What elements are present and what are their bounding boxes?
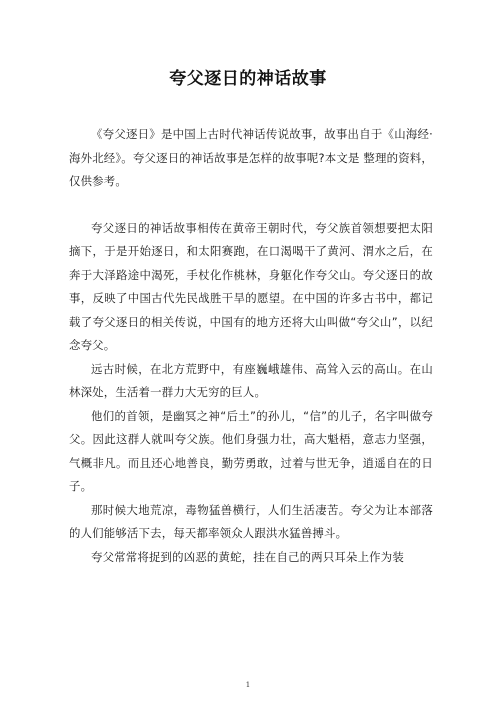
page-number: 1 <box>245 681 251 689</box>
paragraph: 他们的首领，是幽冥之神“后土”的孙儿，“信”的儿子，名字叫做夸父。因此这群人就叫夸父族。他们身强力壮，高大魁梧，意志力坚强，气概非凡。而且还心地善良，勤劳勇敢，过着与世无争，逍遥自在的日子。 <box>69 408 433 493</box>
paragraph: 远古时候，在北方荒野中，有座巍峨雄伟、高耸入云的高山。在山林深处，生活着一群力大无穷的巨人。 <box>69 361 433 399</box>
paragraph: 那时候大地荒凉，毒物猛兽横行，人们生活凄苦。夸父为让本部落的人们能够活下去，每天都率领众人跟洪水猛兽搏斗。 <box>69 502 433 540</box>
paragraph: 夸父逐日的神话故事相传在黄帝王朝时代，夸父族首领想要把太阳摘下，于是开始逐日，和太阳赛跑，在口渴喝干了黄河、渭水之后，在奔于大泽路途中渴死，手杖化作桃林，身躯化作夸父山。夸父逐日的故事，反映了中国古代先民战胜干旱的愿望。在中国的许多古书中，都记载了夸父逐日的相关传说，中国有的地方还将大山叫做“夸父山”，以纪念夸父。 <box>69 220 433 352</box>
paragraph-intro: 《夸父逐日》是中国上古时代神话传说故事，故事出自于《山海经·海外北经》。夸父逐日的神话故事是怎样的故事呢?本文是 整理的资料，仅供参考。 <box>69 127 433 188</box>
document-body <box>69 123 433 569</box>
document-title: 夸父逐日的神话故事 <box>169 69 327 89</box>
paragraph: 夸父常常将捉到的凶恶的黄蛇，挂在自己的两只耳朵上作为装 <box>91 549 404 564</box>
